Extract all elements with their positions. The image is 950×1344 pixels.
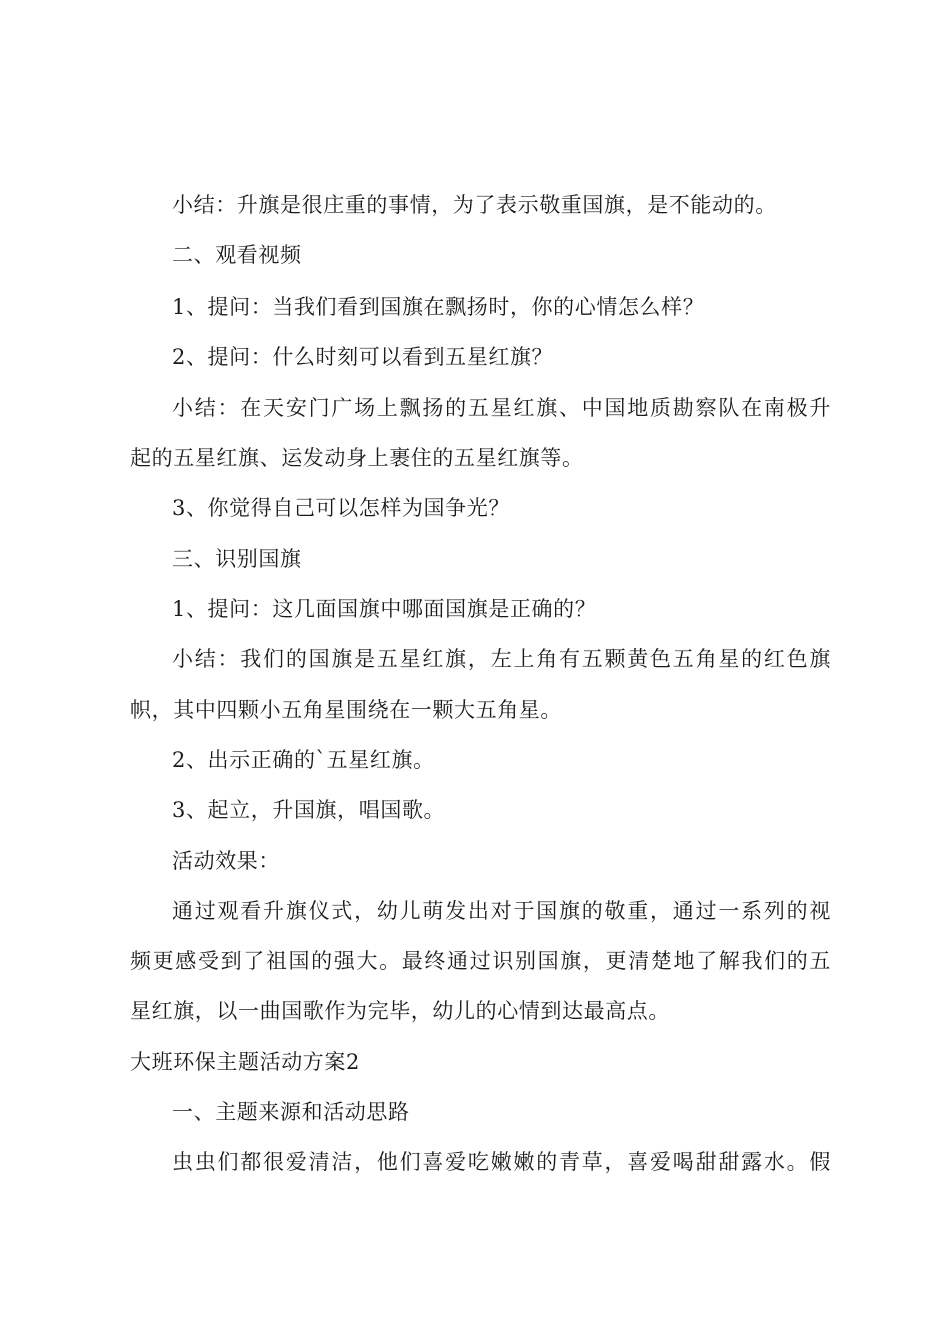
effect-paragraph-line-3: 星红旗，以一曲国歌作为完毕，幼儿的心情到达最高点。: [130, 999, 670, 1023]
question-2: 2、提问：什么时刻可以看到五星红旗？: [172, 345, 554, 369]
summary-paragraph-2-line-2: 起的五星红旗、运发动身上裹住的五星红旗等。: [130, 446, 584, 470]
effect-paragraph-line-2: 频更感受到了祖国的强大。最终通过识别国旗，更清楚地了解我们的五: [130, 949, 831, 973]
section-heading-1: 一、主题来源和活动思路: [172, 1100, 410, 1124]
step-3: 3、起立，升国旗，唱国歌。: [172, 798, 446, 822]
summary-paragraph-3-line-2: 帜，其中四颗小五角星围绕在一颗大五角星。: [130, 698, 562, 722]
effect-heading: 活动效果：: [172, 849, 280, 873]
effect-paragraph-line-1: 通过观看升旗仪式，幼儿萌发出对于国旗的敬重，通过一系列的视: [172, 899, 831, 923]
summary-paragraph-2-line-1: 小结：在天安门广场上飘扬的五星红旗、中国地质勘察队在南极升: [172, 396, 831, 420]
summary-paragraph-1: 小结：升旗是很庄重的事情，为了表示敬重国旗，是不能动的。: [172, 193, 777, 217]
section-heading-3: 三、识别国旗: [172, 547, 302, 571]
step-2: 2、出示正确的`五星红旗。: [172, 748, 435, 772]
question-4: 1、提问：这几面国旗中哪面国旗是正确的？: [172, 597, 597, 621]
question-3: 3、你觉得自己可以怎样为国争光？: [172, 496, 510, 520]
summary-paragraph-3-line-1: 小结：我们的国旗是五星红旗，左上角有五颗黄色五角星的红色旗: [172, 647, 831, 671]
section-heading-2: 二、观看视频: [172, 243, 302, 267]
question-1: 1、提问：当我们看到国旗在飘扬时，你的心情怎么样？: [172, 295, 705, 319]
plan-title: 大班环保主题活动方案2: [130, 1050, 360, 1074]
intro-paragraph-line-1: 虫虫们都很爱清洁，他们喜爱吃嫩嫩的青草，喜爱喝甜甜露水。假: [172, 1150, 831, 1174]
